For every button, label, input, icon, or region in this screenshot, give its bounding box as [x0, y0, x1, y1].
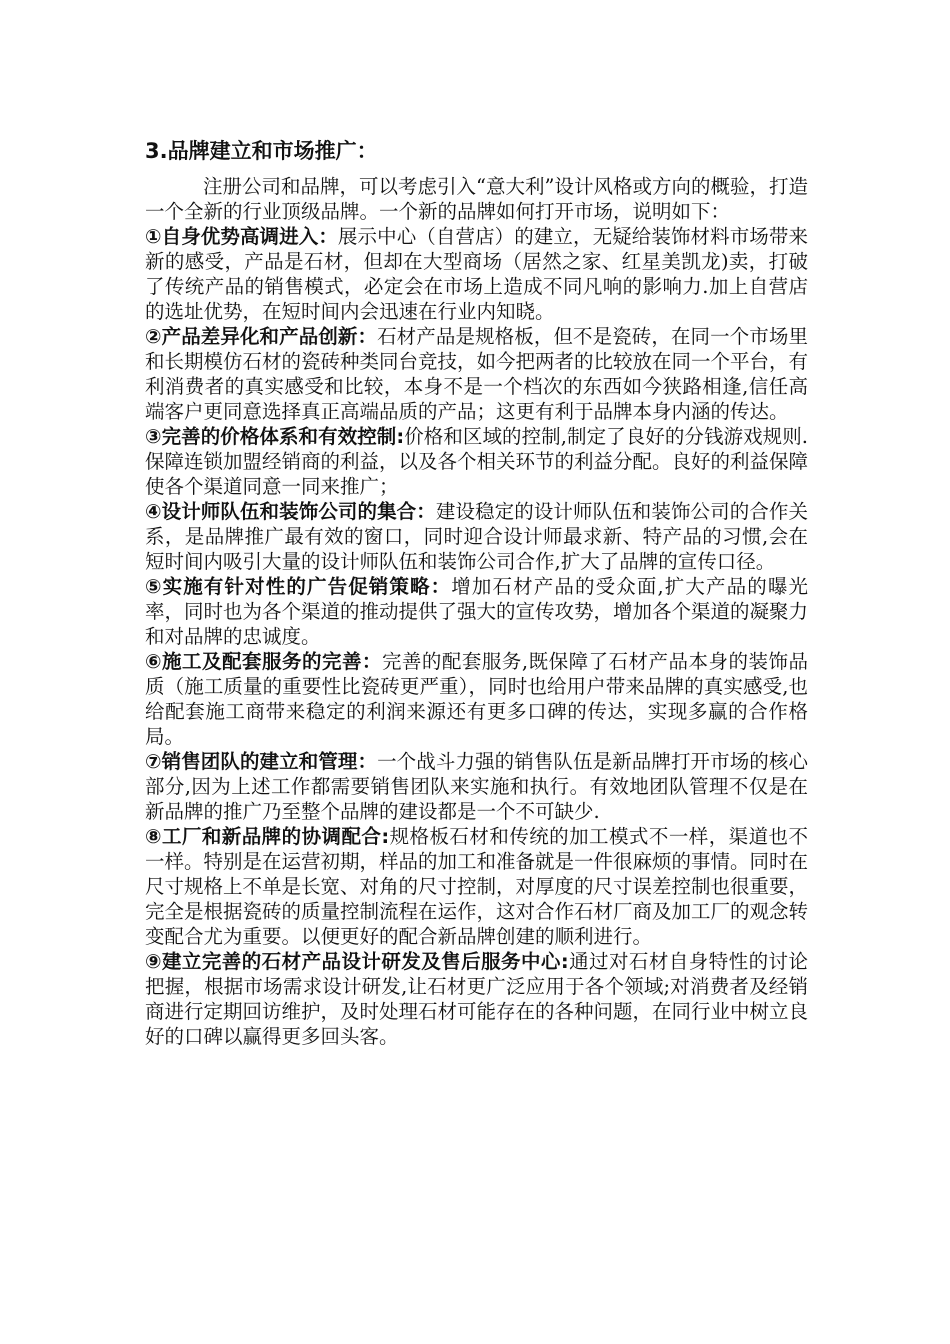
item-body: 展示中心（自营店）的建立，无疑给装饰材料市场带来新的感受，产品是石材，但却在大型商场（居然之家、红星美凯龙)卖，打破了传统产品的销售模式，必定会在市场上造成不同凡响的影响力.加上自营店的选址优势，在短时间内会迅速在行业内知晓。 — [145, 225, 808, 323]
item-title: ①自身优势高调进入： — [145, 225, 338, 248]
item-title: ⑨建立完善的石材产品设计研发及售后服务中心: — [145, 950, 569, 973]
list-item — [145, 949, 808, 1049]
list-item — [145, 424, 808, 499]
item-body: 通过对石材自身特性的讨论把握，根据市场需求设计研发,让石材更广泛应用于各个领域;对消费者及经销商进行定期回访维护，及时处理石材可能存在的各种问题，在同行业中树立良好的口碑以赢得更多回头客。 — [145, 950, 809, 1048]
item-title: ②产品差异化和产品创新： — [145, 325, 378, 348]
item-body: 石材产品是规格板，但不是瓷砖，在同一个市场里和长期模仿石材的瓷砖种类同台竞技，如今把两者的比较放在同一个平台，有利消费者的真实感受和比较，本身不是一个档次的东西如今狭路相逢,信任高端客户更同意选择真正高端品质的产品；这更有利于品牌本身内涵的传达。 — [145, 325, 809, 423]
list-item — [145, 649, 808, 749]
item-title: ④设计师队伍和装饰公司的集合： — [145, 500, 436, 523]
item-body: 一个战斗力强的销售队伍是新品牌打开市场的核心部分,因为上述工作都需要销售团队来实施和执行。有效地团队管理不仅是在新品牌的推广乃至整个品牌的建设都是一个不可缺少. — [145, 750, 808, 823]
item-body: 价格和区域的控制,制定了良好的分钱游戏规则.保障连锁加盟经销商的利益，以及各个相关环节的利益分配。良好的利益保障使各个渠道同意一同来推广； — [145, 425, 809, 498]
item-body: 规格板石材和传统的加工模式不一样，渠道也不一样。特别是在运营初期，样品的加工和准备就是一件很麻烦的事情。同时在尺寸规格上不单是长宽、对角的尺寸控制，对厚度的尺寸误差控制也很重要，完全是根据瓷砖的质量控制流程在运作，这对合作石材厂商及加工厂的观念转变配合尤为重要。以便更好的配合新品牌创建的顺利进行。 — [145, 825, 809, 948]
list-item — [145, 824, 808, 949]
item-body: 增加石材产品的受众面,扩大产品的曝光率，同时也为各个渠道的推动提供了强大的宣传攻势，增加各个渠道的凝聚力和对品牌的忠诚度。 — [145, 575, 809, 648]
item-title: ⑥施工及配套服务的完善： — [145, 650, 382, 673]
item-title: ⑦销售团队的建立和管理： — [145, 750, 378, 773]
list-item — [145, 224, 808, 324]
section-heading: 3.品牌建立和市场推广： — [145, 139, 378, 163]
item-body: 完善的配套服务,既保障了石材产品本身的装饰品质（施工质量的重要性比瓷砖更严重），同时也给用户带来品牌的真实感受,也给配套施工商带来稳定的利润来源还有更多口碑的传达，实现多赢的合作格局。 — [145, 650, 808, 748]
item-body: 建设稳定的设计师队伍和装饰公司的合作关系，是品牌推广最有效的窗口，同时迎合设计师最求新、特产品的习惯,会在短时间内吸引大量的设计师队伍和装饰公司合作,扩大了品牌的宣传口径。 — [145, 500, 808, 573]
item-title: ③完善的价格体系和有效控制: — [145, 425, 405, 448]
intro-paragraph: 注册公司和品牌，可以考虑引入“意大利”设计风格或方向的概验，打造一个全新的行业顶级品牌。一个新的品牌如何打开市场，说明如下： — [145, 175, 808, 223]
list-item — [145, 499, 808, 574]
document-page — [145, 136, 808, 1049]
list-item — [145, 574, 808, 649]
item-title: ⑤实施有针对性的广告促销策略： — [145, 575, 452, 598]
list-item — [145, 324, 808, 424]
list-item — [145, 749, 808, 824]
item-title: ⑧工厂和新品牌的协调配合: — [145, 825, 390, 848]
